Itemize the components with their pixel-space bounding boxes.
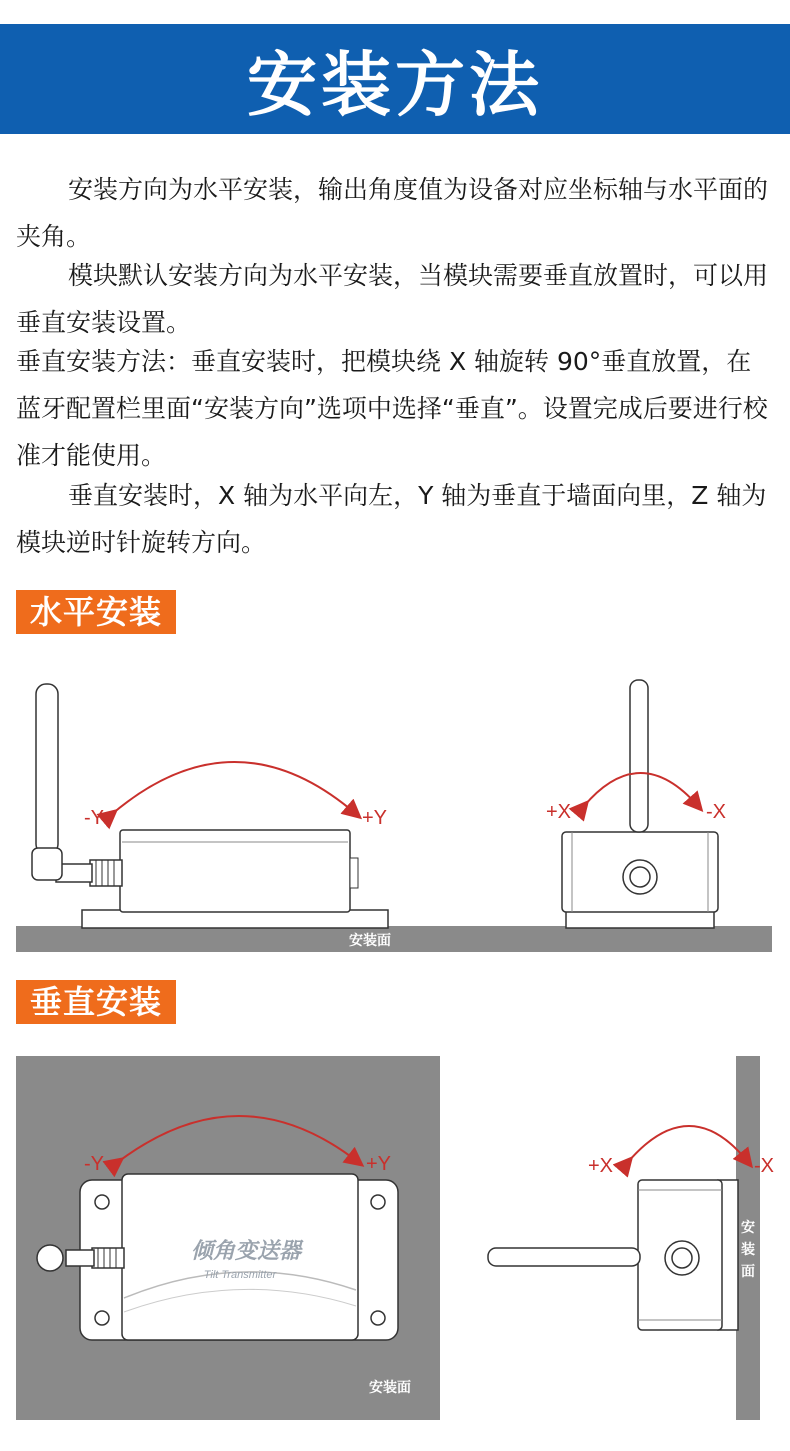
device-name: 倾角变送器: [190, 1239, 302, 1264]
label-neg-y: -Y: [84, 807, 104, 829]
page-title: 安装方法: [247, 43, 543, 126]
surface-label-right: 安装面: [741, 1220, 755, 1280]
mount-surface: [16, 926, 772, 952]
title-banner: [0, 24, 790, 134]
paragraph-3: 垂直安装方法：垂直安装时，把模块绕 X 轴旋转 90°垂直放置，在蓝牙配置栏里面“安装方向”选项中选择“垂直”。设置完成后要进行校准才能使用。: [16, 347, 768, 470]
horizontal-install-diagram: [0, 660, 790, 960]
device-name-en: Tilt Transmitter: [203, 1269, 277, 1281]
label-pos-y: +Y: [362, 807, 388, 829]
section-tag-horizontal: 水平安装: [16, 590, 176, 634]
label-neg-x: -X: [706, 801, 726, 823]
paragraph-1: 安装方向为水平安装，输出角度值为设备对应坐标轴与水平面的夹角。: [16, 175, 769, 251]
label-neg-y-vertical: -Y: [84, 1153, 104, 1175]
label-pos-y-vertical: +Y: [366, 1153, 392, 1175]
surface-label-left: 安装面: [369, 1380, 411, 1396]
wall-surface-right: [736, 1056, 760, 1420]
paragraph-4: 垂直安装时，X 轴为水平向左，Y 轴为垂直于墙面向里，Z 轴为模块逆时针旋转方向。: [16, 481, 767, 557]
section-tag-vertical: 垂直安装: [16, 980, 176, 1024]
vertical-install-diagram: [0, 1050, 790, 1450]
label-neg-x-vertical: -X: [754, 1155, 774, 1177]
surface-label: 安装面: [349, 933, 391, 949]
label-pos-x: +X: [546, 801, 572, 823]
paragraph-2: 模块默认安装方向为水平安装，当模块需要垂直放置时，可以用垂直安装设置。: [16, 261, 769, 337]
label-pos-x-vertical: +X: [588, 1155, 614, 1177]
